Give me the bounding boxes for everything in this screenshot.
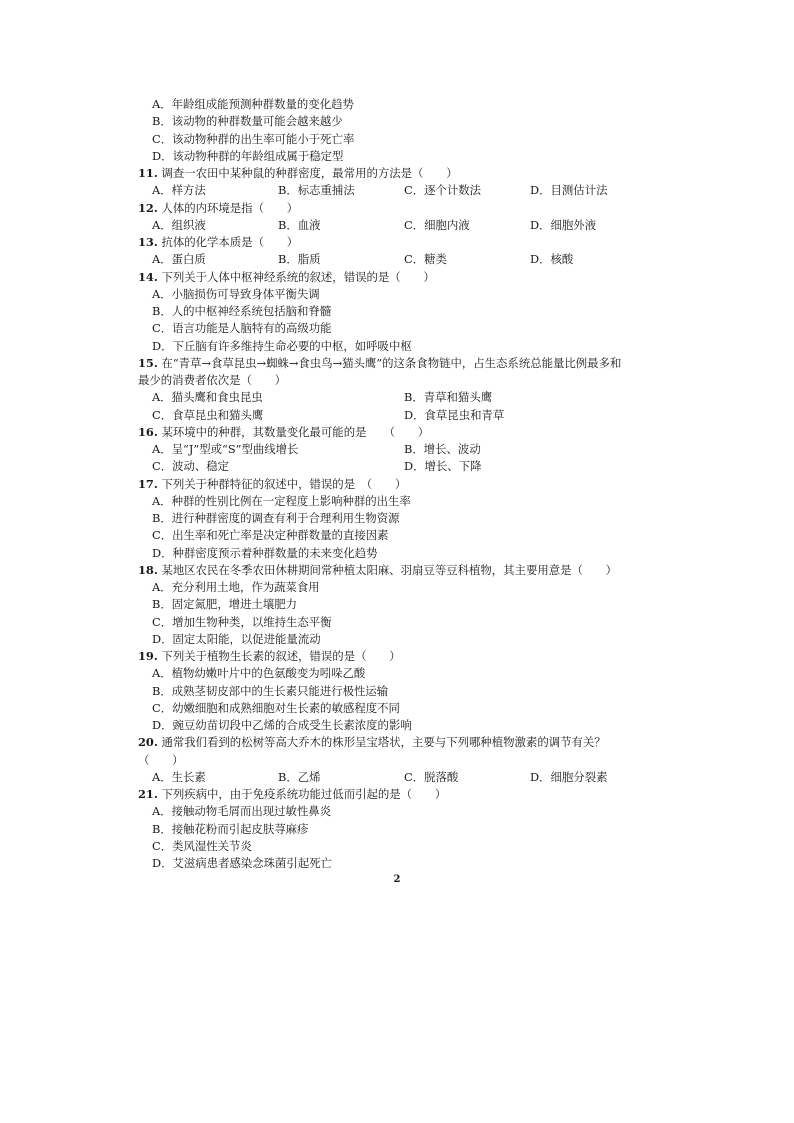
question-text: 在“青草→食草昆虫→蜘蛛→食虫鸟→猫头鹰”的这条食物链中，占生态系统总能量比例最多和 (157, 355, 622, 370)
question-stem (138, 165, 668, 182)
question-number: 15. (138, 355, 158, 370)
option-line: C．语言功能是人脑特有的高级功能 (152, 321, 332, 336)
option-line: C．增加生物种类，以维持生态平衡 (152, 614, 332, 629)
option: D．增长、下降 (404, 459, 482, 474)
option: B．乙烯 (278, 769, 321, 784)
option-line: C．该动物种群的出生率可能小于死亡率 (152, 131, 355, 146)
option-line: A．植物幼嫩叶片中的色氨酸变为吲哚乙酸 (152, 666, 366, 681)
question-number: 18. (138, 562, 158, 577)
question-number: 17. (138, 476, 158, 491)
question-number: 12. (138, 200, 158, 215)
option-line: C．幼嫩细胞和成熟细胞对生长素的敏感程度不同 (152, 700, 400, 715)
option-row (138, 182, 668, 199)
question-number: 14. (138, 269, 158, 284)
option: C．食草昆虫和猫头鹰 (152, 407, 264, 422)
question-text: 下列疾病中，由于免疫系统功能过低而引起的是（ ） (157, 787, 447, 801)
option-row (138, 251, 668, 268)
option-line: B．成熟茎韧皮部中的生长素只能进行极性运输 (152, 683, 389, 698)
option-line: D．艾滋病患者感染念珠菌引起死亡 (152, 856, 332, 870)
option-line: B．该动物的种群数量可能会越来越少 (152, 114, 343, 129)
option: B．标志重捕法 (278, 183, 355, 198)
option: A．呈“J”型或“S”型曲线增长 (152, 442, 299, 456)
option-line: B．接触花粉而引起皮肤荨麻疹 (152, 821, 309, 836)
question-text-continued: 最少的消费者依次是（ ） (138, 373, 287, 387)
option-line: C．出生率和死亡率是决定种群数量的直接因素 (152, 528, 389, 543)
option: D．目测估计法 (530, 183, 608, 198)
question-text-continued: （ ） (138, 752, 184, 767)
option-line: D．固定太阳能，以促进能量流动 (152, 631, 321, 646)
option-row (138, 389, 668, 406)
option: D．细胞外液 (530, 217, 597, 232)
question-stem (138, 200, 668, 217)
question-text: 下列关于植物生长素的叙述，错误的是（ ） (157, 649, 401, 663)
option-line: B．进行种群密度的调查有利于合理利用生物资源 (152, 511, 400, 525)
question-stem (138, 355, 668, 372)
question-text: 下列关于种群特征的叙述中，错误的是 （ ） (157, 476, 407, 491)
option-line: B．固定氮肥，增进土壤肥力 (152, 597, 298, 612)
option: D．食草昆虫和青草 (404, 407, 505, 422)
option: C．波动、稳定 (152, 459, 230, 474)
option: B．血液 (278, 217, 321, 232)
question-stem (138, 648, 668, 665)
option: B．脂质 (278, 252, 321, 267)
option-row (138, 769, 668, 786)
question-text: 某环境中的种群，其数量变化最可能的是 （ ） (157, 424, 430, 439)
option-line: A．年龄组成能预测种群数量的变化趋势 (152, 97, 354, 111)
question-number: 16. (138, 424, 158, 439)
option: A．生长素 (152, 769, 206, 784)
option: B．增长、波动 (404, 442, 481, 456)
option-line: A．种群的性别比例在一定程度上影响种群的出生率 (152, 493, 411, 508)
question-number: 20. (138, 735, 158, 750)
question-stem (138, 424, 668, 441)
option-line: D．该动物种群的年龄组成属于稳定型 (152, 148, 344, 163)
option-line: C．类风湿性关节炎 (152, 838, 252, 853)
option: A．组织液 (152, 217, 206, 232)
option: C．逐个计数法 (404, 183, 482, 198)
question-text: 某地区农民在冬季农田休耕期间常种植太阳麻、羽扇豆等豆科植物，其主要用意是（ ） (157, 562, 618, 577)
option: A．蛋白质 (152, 252, 206, 267)
question-stem (138, 562, 668, 579)
option-line: B．人的中枢神经系统包括脑和脊髓 (152, 304, 332, 318)
option: C．脱落酸 (404, 769, 459, 784)
question-stem (138, 476, 668, 493)
question-list (138, 96, 668, 872)
option-row (138, 407, 668, 424)
option: A．猫头鹰和食虫昆虫 (152, 390, 263, 405)
question-stem (138, 269, 668, 286)
question-text: 下列关于人体中枢神经系统的叙述，错误的是（ ） (157, 269, 435, 284)
page-number: 2 (393, 874, 401, 885)
option-line: A．小脑损伤可导致身体平衡失调 (152, 286, 320, 301)
option: C．糖类 (404, 252, 447, 267)
option-row (138, 217, 668, 234)
option: D．核酸 (530, 252, 574, 267)
question-number: 11. (138, 166, 158, 180)
option: D．细胞分裂素 (530, 769, 608, 784)
question-stem (138, 234, 668, 251)
question-number: 21. (138, 787, 158, 801)
option-row (138, 441, 668, 458)
question-text: 通常我们看到的松树等高大乔木的株形呈宝塔状，主要与下列哪种植物激素的调节有关？ (157, 735, 606, 750)
question-text: 抗体的化学本质是（ ） (157, 235, 299, 249)
option-line: D．豌豆幼苗切段中乙烯的合成受生长素浓度的影响 (152, 718, 412, 732)
question-stem (138, 786, 668, 803)
option-line: A．接触动物毛屑而出现过敏性鼻炎 (152, 804, 332, 819)
option: C．细胞内液 (404, 217, 470, 232)
option: A．样方法 (152, 183, 206, 198)
option-row (138, 458, 668, 475)
question-text: 调查一农田中某种鼠的种群密度，最常用的方法是（ ） (157, 166, 458, 180)
question-stem (138, 734, 668, 751)
option-line: A．充分利用土地，作为蔬菜食用 (152, 580, 320, 594)
option-line: D．下丘脑有许多维持生命必要的中枢，如呼吸中枢 (152, 338, 412, 353)
question-number: 19. (138, 649, 158, 663)
question-number: 13. (138, 235, 158, 249)
option-line: D．种群密度预示着种群数量的未来变化趋势 (152, 545, 378, 560)
option: B．青草和猫头鹰 (404, 390, 493, 405)
question-text: 人体的内环境是指（ ） (157, 200, 299, 215)
